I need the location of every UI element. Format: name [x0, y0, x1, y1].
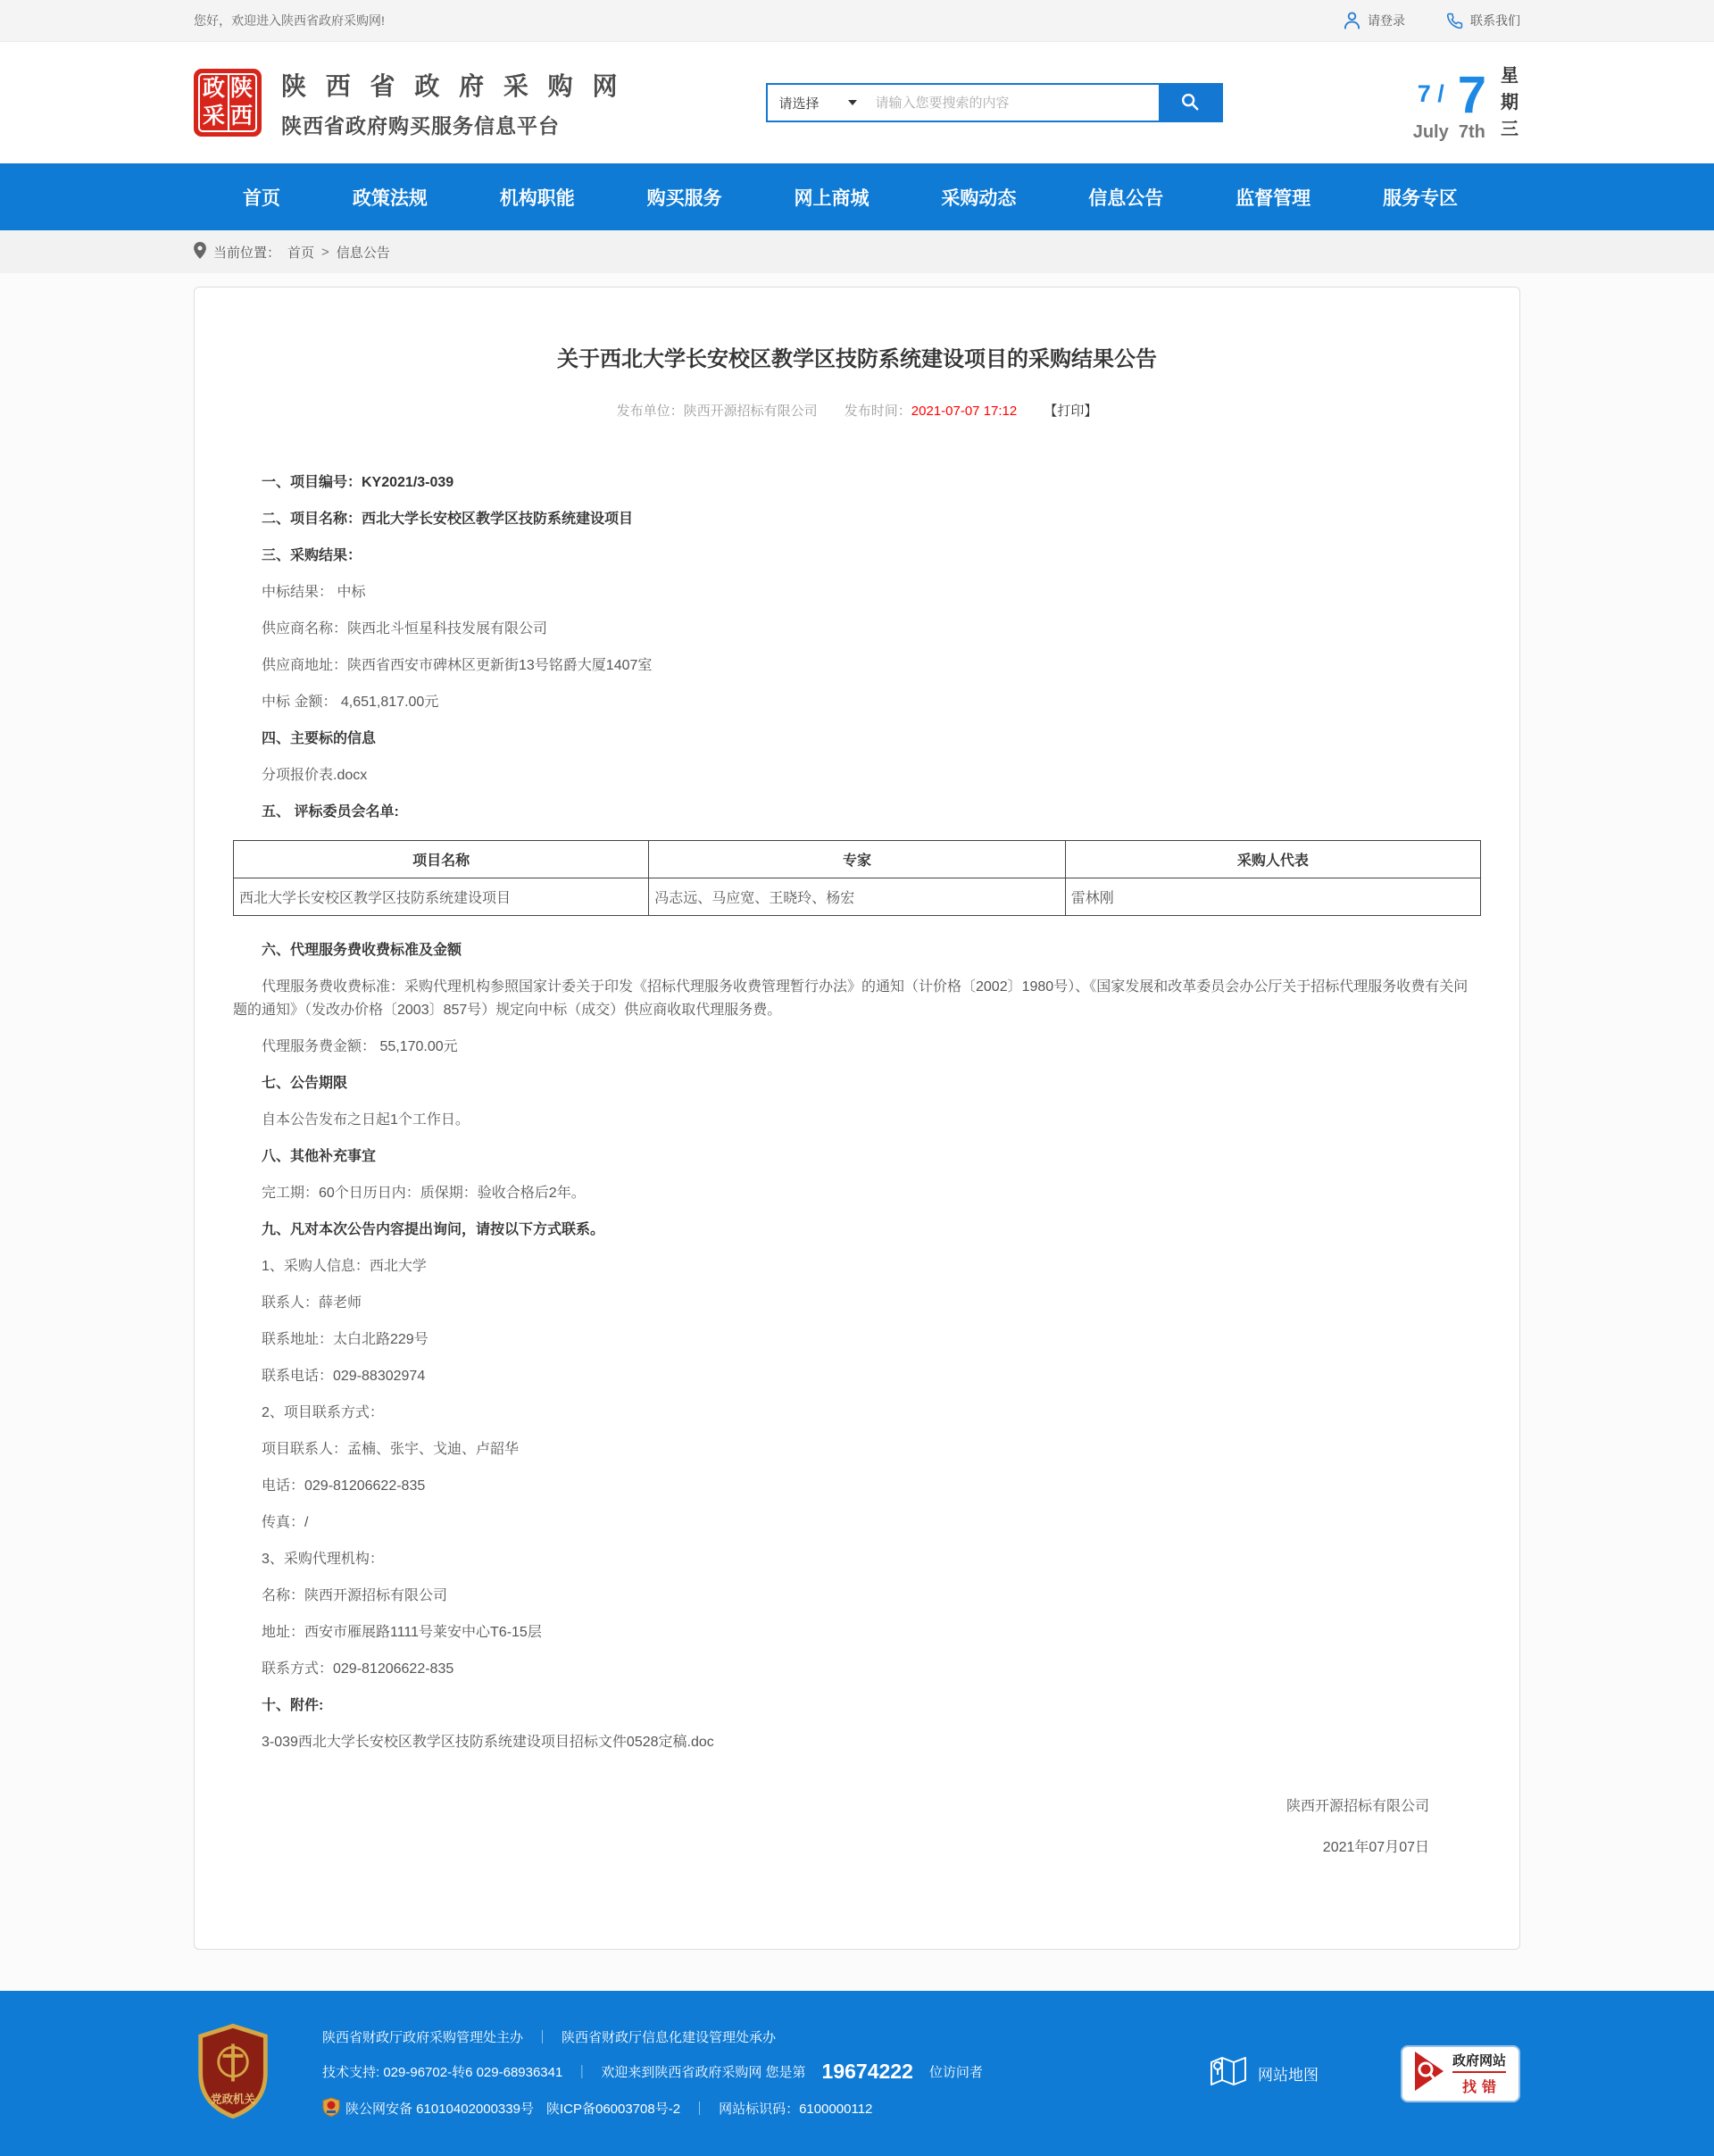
site-footer [0, 1991, 1714, 2156]
logo-char: 采 [202, 104, 225, 129]
chevron-down-icon [848, 100, 857, 105]
article-paragraph: 联系地址：太白北路229号 [262, 1332, 428, 1347]
logo-char: 西 [229, 104, 253, 129]
breadcrumb-separator: > [321, 244, 329, 260]
publish-time-label: 发布时间： [844, 404, 911, 419]
nav-item[interactable]: 首页 [243, 187, 280, 209]
article-paragraph: 四、主要标的信息 [262, 731, 377, 746]
committee-table [233, 840, 1481, 916]
article-paragraph: 名称：陕西开源招标有限公司 [262, 1588, 448, 1603]
logo-char: 陕 [229, 76, 253, 101]
publish-time-value: 2021-07-07 17:12 [911, 404, 1018, 419]
footer-visitor-tail: 位访问者 [928, 2064, 983, 2080]
article-paragraph: 九、凡对本次公告内容提出询问，请按以下方式联系。 [262, 1222, 605, 1237]
nav-item[interactable]: 机构职能 [499, 187, 575, 209]
breadcrumb-label: 当前位置： [213, 245, 281, 261]
article-paragraph: 联系方式：029-81206622-835 [262, 1661, 454, 1677]
search-button[interactable] [1159, 85, 1221, 121]
search-input[interactable] [866, 85, 1159, 121]
article-paragraph: 1、采购人信息：西北大学 [262, 1259, 427, 1274]
user-icon [1344, 12, 1360, 29]
article-paragraph: 十、附件: [262, 1698, 324, 1713]
article-paragraph: 分项报价表.docx [262, 768, 368, 783]
date-weekday: 星期三 [1501, 66, 1518, 139]
article-paragraph: 一、项目编号：KY2021/3-039 [262, 475, 454, 490]
find-error-icon [1415, 2052, 1445, 2095]
article-paragraph: 五、 评标委员会名单: [262, 804, 399, 820]
table-cell-experts: 冯志远、马应宽、王晓玲、杨宏 [649, 878, 1066, 916]
login-link[interactable] [1344, 12, 1405, 29]
search-select-label: 请选择 [778, 96, 820, 112]
footer-co-organizer: 陕西省财政厅信息化建设管理处承办 [562, 2029, 777, 2045]
print-button[interactable]: 【打印】 [1044, 404, 1098, 419]
police-beian-link[interactable]: 陕公网安备 61010402000339号 [322, 2097, 534, 2120]
footer-organizer-row: 陕西省财政厅政府采购管理处主办 ｜ 陕西省财政厅信息化建设管理处承办 [322, 2027, 983, 2046]
visitor-count: 19674222 [821, 2059, 913, 2083]
nav-item[interactable]: 监督管理 [1236, 187, 1311, 209]
table-header-cell: 采购人代表 [1065, 841, 1480, 878]
welcome-text: 您好，欢迎进入陕西省政府采购网! [194, 13, 385, 28]
site-logo[interactable] [194, 69, 262, 137]
search-category-select[interactable] [768, 85, 866, 121]
icp-beian-link[interactable]: 陕ICP备06003708号-2 [545, 2102, 681, 2117]
article-body [233, 471, 1481, 1860]
date-day-number: 7 [1457, 65, 1486, 124]
article-paragraph: 中标 金额： 4,651,817.00元 [262, 695, 439, 710]
article-paragraph: 自本公告发布之日起1个工作日。 [262, 1112, 470, 1128]
signature-date: 2021年07月07日 [1322, 1840, 1429, 1855]
footer-welcome: 欢迎来到陕西省政府采购网 您是第 [601, 2064, 806, 2080]
site-header [0, 42, 1714, 163]
publisher-value: 陕西开源招标有限公司 [683, 404, 818, 419]
nav-item[interactable]: 政策法规 [352, 187, 428, 209]
nav-item[interactable]: 网上商城 [794, 187, 869, 209]
contact-link[interactable] [1446, 12, 1520, 29]
nav-item[interactable]: 服务专区 [1383, 187, 1458, 209]
article-paragraph: 联系人：薛老师 [262, 1295, 362, 1311]
main-nav [0, 163, 1714, 230]
site-subtitle: 陕西省政府购买服务信息平台 [281, 113, 560, 137]
article-paragraph: 联系电话：029-88302974 [262, 1369, 426, 1384]
logo-char: 政 [202, 76, 225, 101]
article-paragraph: 传真：/ [262, 1515, 309, 1530]
article-paragraph: 3-039西北大学长安校区教学区技防系统建设项目招标文件0528定稿.doc [262, 1735, 714, 1750]
article-paragraph: 中标结果： 中标 [262, 585, 366, 600]
footer-tech-support: 技术支持: 029-96702-转6 029-68936341 [322, 2064, 563, 2080]
sitemap-label: 网站地图 [1258, 2067, 1319, 2084]
login-label: 请登录 [1368, 13, 1405, 28]
find-error-subtitle: 找错 [1461, 2080, 1502, 2095]
search-icon [1180, 92, 1200, 114]
table-header-cell: 项目名称 [234, 841, 649, 878]
article-paragraph: 代理服务费金额： 55,170.00元 [262, 1039, 458, 1054]
article-meta [233, 401, 1481, 420]
police-badge-icon [322, 2097, 340, 2120]
government-emblem-icon [194, 2023, 272, 2124]
table-header-cell: 专家 [649, 841, 1066, 878]
article-paragraph: 供应商名称：陕西北斗恒星科技发展有限公司 [262, 621, 548, 637]
article-paragraph: 代理服务费收费标准：采购代理机构参照国家计委关于印发《招标代理服务收费管理暂行办法》的通知（计价格〔2002〕1980号）、《国家发展和改革委员会办公厅关于招标代理服务收费有关问题的通知》（发改办价格〔2003〕857号）规定向中标（成交）供应商收取代理服务费。 [233, 979, 1469, 1018]
contact-label: 联系我们 [1470, 13, 1520, 28]
footer-organizer: 陕西省财政厅政府采购管理处主办 [322, 2029, 524, 2045]
find-error-title: 政府网站 [1452, 2051, 1506, 2073]
date-day-text: 7th [1458, 122, 1485, 142]
breadcrumb-home[interactable]: 首页 [287, 245, 315, 261]
map-icon [1210, 2055, 1247, 2092]
article-paragraph: 电话：029-81206622-835 [262, 1478, 426, 1494]
top-bar [0, 0, 1714, 42]
search-bar [766, 83, 1223, 122]
footer-beian-row: 陕公网安备 61010402000339号 陕ICP备06003708号-2 ｜ 网站标识码：6100000112 [322, 2097, 983, 2120]
footer-support-row: 技术支持: 029-96702-转6 029-68936341 ｜ 欢迎来到陕西省政府采购网 您是第 19674222 位访问者 [322, 2059, 983, 2083]
article-paragraph: 三、采购结果： [262, 548, 362, 563]
site-code: 网站标识码：6100000112 [719, 2102, 873, 2117]
publisher-label: 发布单位： [616, 404, 684, 419]
article-paragraph: 八、其他补充事宜 [262, 1149, 377, 1164]
table-row [234, 878, 1481, 916]
article-paragraph: 地址：西安市雁展路1111号莱安中心T6-15层 [262, 1625, 542, 1640]
date-month-number: 7 / [1417, 80, 1444, 107]
article-paragraph: 3、采购代理机构： [262, 1552, 384, 1567]
nav-item[interactable]: 购买服务 [646, 187, 722, 209]
article-paragraph: 完工期：60个日历日内：质保期：验收合格后2年。 [262, 1186, 586, 1201]
breadcrumb-current[interactable]: 信息公告 [336, 245, 390, 261]
find-error-badge[interactable] [1401, 2045, 1520, 2102]
signature-company: 陕西开源招标有限公司 [1286, 1799, 1429, 1814]
main-content [0, 273, 1714, 1991]
article-paragraph: 七、公告期限 [262, 1076, 348, 1091]
svg-text:党政机关: 党政机关 [211, 2093, 255, 2106]
date-widget [1413, 62, 1520, 143]
breadcrumb [194, 230, 1520, 273]
article-paragraph: 二、项目名称：西北大学长安校区教学区技防系统建设项目 [262, 512, 634, 527]
table-cell-buyer-rep: 雷林刚 [1065, 878, 1480, 916]
site-title: 陕 西 省 政 府 采 购 网 [281, 71, 624, 100]
nav-item[interactable]: 信息公告 [1088, 187, 1164, 209]
location-pin-icon [194, 242, 206, 262]
sitemap-link[interactable] [1210, 2055, 1319, 2092]
nav-item[interactable]: 采购动态 [941, 187, 1017, 209]
breadcrumb-bar [0, 230, 1714, 273]
article-paragraph: 项目联系人：孟楠、张宇、戈迪、卢韶华 [262, 1442, 520, 1457]
phone-icon [1446, 12, 1463, 29]
article-paragraph: 六、代理服务费收费标准及金额 [262, 943, 462, 958]
signature-block [233, 1795, 1481, 1860]
article-title: 关于西北大学长安校区教学区技防系统建设项目的采购结果公告 [557, 347, 1157, 371]
announcement-card [194, 287, 1520, 1950]
article-paragraph: 供应商地址：陕西省西安市碑林区更新街13号铭爵大厦1407室 [262, 658, 653, 673]
date-month-text: July [1412, 122, 1449, 142]
article-paragraph: 2、项目联系方式： [262, 1405, 384, 1420]
table-cell-project: 西北大学长安校区教学区技防系统建设项目 [234, 878, 649, 916]
